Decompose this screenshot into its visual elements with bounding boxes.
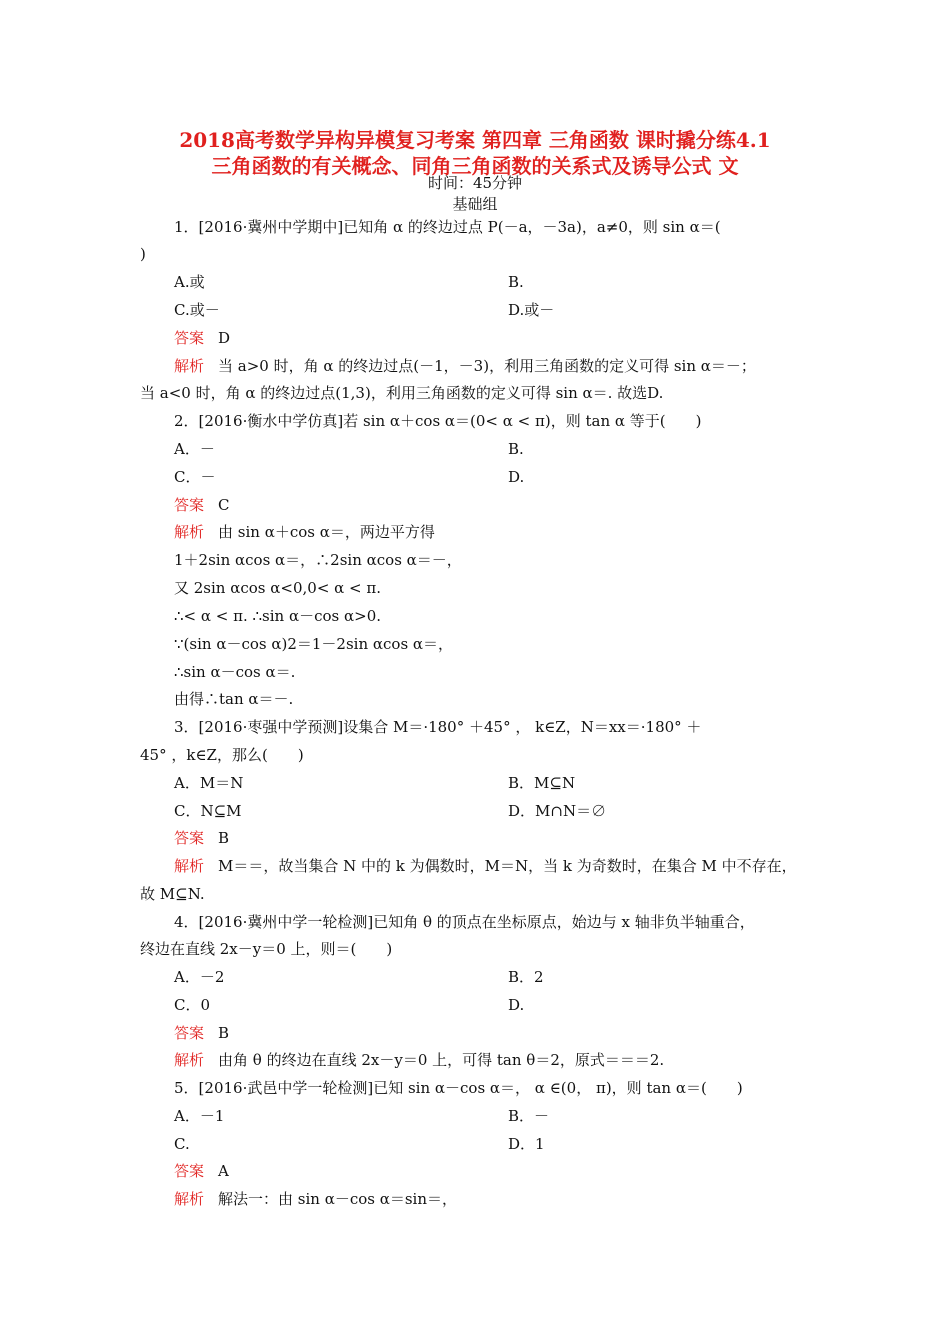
q2-analysis-line2: 1＋2sin αcos α＝，∴2sin αcos α＝－， (174, 551, 462, 569)
q1-analysis-line2: 当 a<0 时，角 α 的终边过点(1,3)，利用三角函数的定义可得 sin α＝. 故选D. (140, 384, 664, 402)
q1-analysis-line1 (174, 356, 756, 376)
analysis-label: 解析 (174, 523, 205, 541)
q3-option-a: A．M＝N (174, 774, 244, 792)
q2-answer (174, 495, 230, 515)
q3-option-b: B．M⊆N (508, 774, 576, 792)
q1-option-a: A.或 (174, 273, 205, 291)
analysis-label: 解析 (174, 857, 205, 875)
q5-stem: 5．[2016·武邑中学一轮检测]已知 sin α－cos α＝， α ∈(0， π)，则 tan α＝( ) (174, 1079, 743, 1097)
group-heading: 基础组 (452, 195, 498, 213)
q5-option-b: B．－ (508, 1107, 550, 1125)
q1-stem-line2: ) (140, 245, 146, 263)
q5-option-d: D．1 (508, 1135, 545, 1153)
q2-analysis-line4: ∴< α < π. ∴sin α－cos α>0. (174, 607, 382, 625)
q3-answer-value: B (218, 829, 230, 847)
q1-analysis-text1: 当 a>0 时，角 α 的终边过点(－1，－3)，利用三角函数的定义可得 sin α＝－； (218, 357, 756, 375)
q5-answer (174, 1161, 229, 1181)
q1-stem-line1: 1．[2016·冀州中学期中]已知角 α 的终边过点 P(－a，－3a)，a≠0，则 sin α＝( (174, 218, 721, 236)
q4-option-a: A．－2 (174, 968, 225, 986)
q4-answer-value: B (218, 1024, 230, 1042)
q5-answer-value: A (218, 1162, 229, 1180)
q2-analysis-line7: 由得∴tan α＝－. (174, 690, 294, 708)
q5-analysis-text1: 解法一：由 sin α－cos α＝sin＝， (218, 1190, 458, 1208)
doc-title-line2: 三角函数的有关概念、同角三角函数的关系式及诱导公式 文 (211, 154, 739, 178)
q2-answer-value: C (218, 496, 230, 514)
q2-option-c: C．－ (174, 468, 216, 486)
q3-stem-line1: 3．[2016·枣强中学预测]设集合 M＝·180° ＋45° ， k∈Z，N＝xx＝·180° ＋ (174, 718, 702, 736)
q3-analysis-line2: 故 M⊆N. (140, 885, 205, 903)
q3-analysis-line1 (174, 856, 797, 876)
q4-option-c: C．0 (174, 996, 211, 1014)
q3-option-c: C．N⊆M (174, 802, 242, 820)
q3-option-d: D．M∩N＝∅ (508, 802, 607, 820)
analysis-label: 解析 (174, 357, 205, 375)
time-limit: 时间：45分钟 (427, 174, 523, 192)
q1-option-d: D.或－ (508, 301, 555, 319)
q5-option-c: C. (174, 1135, 190, 1153)
q2-option-b: B. (508, 440, 524, 458)
answer-label: 答案 (174, 1024, 205, 1042)
q2-analysis-line5: ∵(sin α－cos α)2＝1－2sin αcos α＝， (174, 635, 454, 653)
q2-analysis-line6: ∴sin α－cos α＝. (174, 663, 296, 681)
q2-stem: 2．[2016·衡水中学仿真]若 sin α＋cos α＝(0< α < π)，则 tan α 等于( ) (174, 412, 702, 430)
q1-option-b: B. (508, 273, 524, 291)
doc-title-line1: 2018高考数学异构异模复习考案 第四章 三角函数 课时撬分练4.1 (179, 128, 771, 152)
q1-answer-value: D (218, 329, 231, 347)
q4-stem-line1: 4．[2016·冀州中学一轮检测]已知角 θ 的顶点在坐标原点，始边与 x 轴非负半轴重合， (174, 913, 755, 931)
q2-analysis-line1 (174, 522, 435, 542)
q2-analysis-text1: 由 sin α＋cos α＝，两边平方得 (218, 523, 435, 541)
q2-analysis-line3: 又 2sin αcos α<0,0< α < π. (174, 579, 382, 597)
answer-label: 答案 (174, 496, 205, 514)
q1-option-c: C.或－ (174, 301, 220, 319)
q4-analysis-line1 (174, 1050, 664, 1070)
q4-option-d: D. (508, 996, 525, 1014)
q4-answer (174, 1023, 229, 1043)
analysis-label: 解析 (174, 1051, 205, 1069)
analysis-label: 解析 (174, 1190, 205, 1208)
q5-analysis-line1 (174, 1189, 457, 1209)
q5-option-a: A．－1 (174, 1107, 225, 1125)
q1-answer (174, 328, 230, 348)
answer-label: 答案 (174, 329, 205, 347)
answer-label: 答案 (174, 1162, 205, 1180)
q4-option-b: B．2 (508, 968, 544, 986)
q2-option-a: A．－ (174, 440, 215, 458)
q3-stem-line2: 45° ，k∈Z，那么( ) (140, 746, 304, 764)
q2-option-d: D. (508, 468, 525, 486)
q4-stem-line2: 终边在直线 2x－y＝0 上，则＝( ) (140, 940, 393, 958)
answer-label: 答案 (174, 829, 205, 847)
q3-answer (174, 828, 229, 848)
q4-analysis-text1: 由角 θ 的终边在直线 2x－y＝0 上，可得 tan θ＝2，原式＝＝＝2. (218, 1051, 665, 1069)
q3-analysis-text1: M＝＝，故当集合 N 中的 k 为偶数时，M＝N，当 k 为奇数时，在集合 M 中不存在， (218, 857, 797, 875)
